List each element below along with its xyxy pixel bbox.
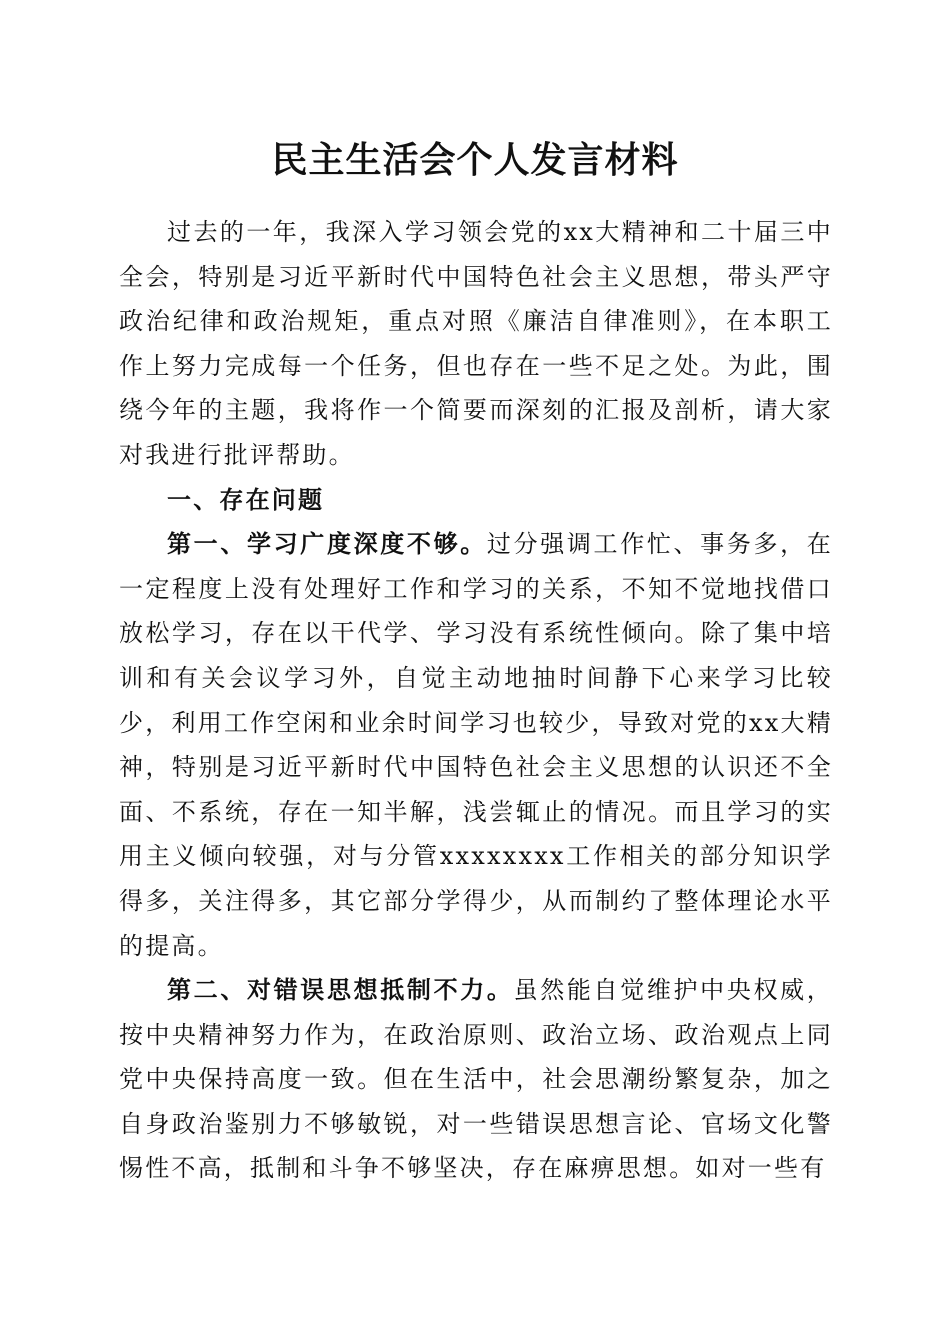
point-one-text: 过分强调工作忙、事务多，在一定程度上没有处理好工作和学习的关系，不知不觉地找借口放松学习，存在以干代学、学习没有系统性倾向。除了集中培训和有关会议学习外，自觉主动地抽时间静下心来学习比较少，利用工作空闲和业余时间学习也较少，导致对党的xx大精神，特别是习近平新时代中国特色社会主义思想的认识还不全面、不系统，存在一知半解，浅尝辄止的情况。而且学习的实用主义倾向较强，对与分管xxxxxxxx工作相关的部分知识学得多，关注得多，其它部分学得少，从而制约了整体理论水平的提高。 [119,530,833,960]
point-one-paragraph [119,522,833,968]
point-one-lead: 第一、学习广度深度不够。 [167,529,487,559]
document-title: 民主生活会个人发言材料 [271,139,679,181]
point-two-paragraph [119,968,833,1191]
section-heading-problems: 一、存在问题 [167,484,325,514]
point-two-text: 虽然能自觉维护中央权威，按中央精神努力作为，在政治原则、政治立场、政治观点上同党中央保持高度一致。但在生活中，社会思潮纷繁复杂，加之自身政治鉴别力不够敏锐，对一些错误思想言论、官场文化警惕性不高，抵制和斗争不够坚决，存在麻痹思想。如对一些有 [119,976,833,1183]
intro-paragraph: 过去的一年，我深入学习领会党的xx大精神和二十届三中全会，特别是习近平新时代中国特色社会主义思想，带头严守政治纪律和政治规矩，重点对照《廉洁自律准则》，在本职工作上努力完成每一个任务，但也存在一些不足之处。为此，围绕今年的主题，我将作一个简要而深刻的汇报及剖析，请大家对我进行批评帮助。 [119,218,833,469]
point-two-lead: 第二、对错误思想抵制不力。 [167,975,514,1005]
document-body [119,210,833,1191]
